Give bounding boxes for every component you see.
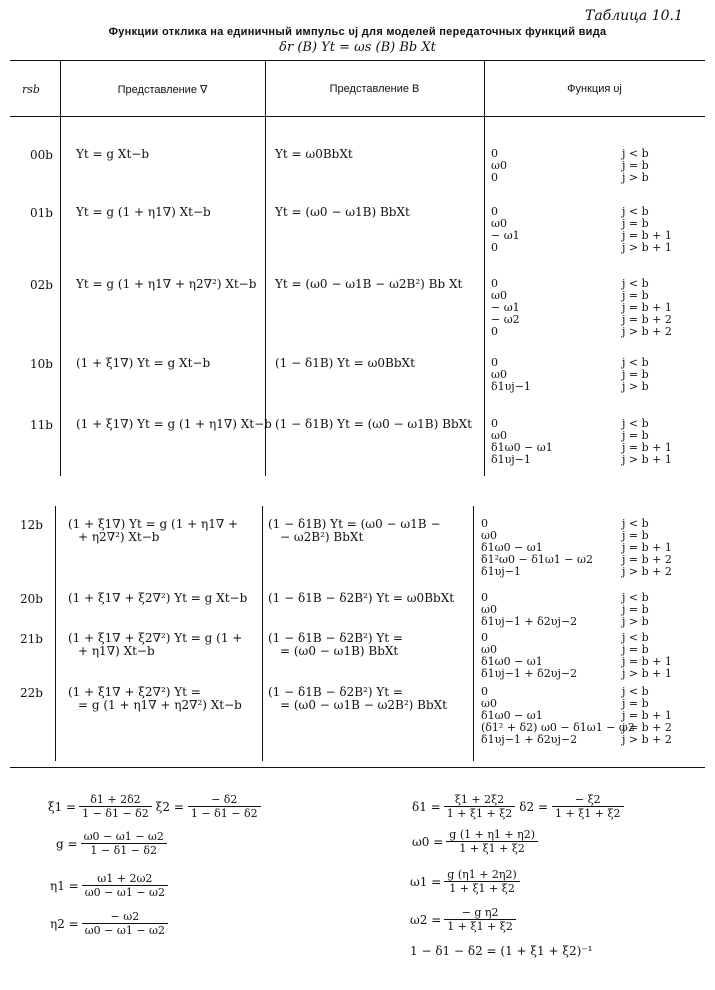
fraction <box>444 793 516 820</box>
b-representation: Yt = (ω0 − ω1B − ω2B²) Bb Xt <box>275 277 463 291</box>
response-condition: j > b + 2 <box>622 733 672 746</box>
fraction <box>552 793 624 820</box>
b-representation: (1 − δ1B) Yt = ω0BbXt <box>275 356 415 370</box>
row-code: 22b <box>20 686 43 700</box>
response-condition: j = b + 1 <box>622 655 672 668</box>
response-condition: j = b + 1 <box>622 229 672 242</box>
header-b-representation: Представление B <box>329 83 420 95</box>
response-value: δ1υj−1 <box>491 453 531 466</box>
response-value: − ω1 <box>491 229 520 242</box>
fraction-denominator: ω0 − ω1 − ω2 <box>84 886 166 899</box>
response-value: ω0 <box>491 217 507 230</box>
fraction <box>82 910 168 937</box>
final-formula: 1 − δ1 − δ2 = (1 + ξ1 + ξ2)⁻¹ <box>410 944 593 958</box>
response-value: δ1²ω0 − δ1ω1 − ω2 <box>481 553 593 566</box>
fraction-denominator: 1 − δ1 − δ2 <box>190 807 258 820</box>
response-condition: j = b <box>622 429 649 442</box>
fraction-denominator: ω0 − ω1 − ω2 <box>84 924 166 937</box>
formula-lhs: ω1 = <box>410 874 442 889</box>
fraction <box>81 830 167 857</box>
fraction-numerator: ξ1 + 2ξ2 <box>444 793 516 807</box>
fraction-denominator: 1 + ξ1 + ξ2 <box>555 807 621 820</box>
table-bottom-rule <box>10 767 705 768</box>
response-condition: j = b <box>622 697 649 710</box>
formula <box>50 910 168 937</box>
response-value: 0 <box>491 241 498 254</box>
nabla-representation: Yt = g (1 + η1∇) Xt−b <box>76 205 211 219</box>
table-number: Таблица 10.1 <box>585 8 683 24</box>
response-condition: j = b + 1 <box>622 301 672 314</box>
formula <box>50 872 168 899</box>
fraction-denominator: 1 + ξ1 + ξ2 <box>449 882 515 895</box>
formula <box>412 793 624 820</box>
row-code: 12b <box>20 518 43 532</box>
response-condition: j > b + 1 <box>622 241 672 254</box>
nabla-representation: + η2∇²) Xt−b <box>78 530 160 544</box>
response-value: − ω1 <box>491 301 520 314</box>
table-top-rule <box>10 60 705 61</box>
response-value: 0 <box>491 356 498 369</box>
response-value: ω0 <box>481 643 497 656</box>
b-representation: = (ω0 − ω1B − ω2B²) BbXt <box>280 698 447 712</box>
response-condition: j = b <box>622 643 649 656</box>
response-condition: j > b <box>622 615 649 628</box>
fraction-numerator: − g η2 <box>444 906 516 920</box>
response-condition: j < b <box>622 631 649 644</box>
b-representation: = (ω0 − ω1B) BbXt <box>280 644 399 658</box>
response-value: δ1υj−1 + δ2υj−2 <box>481 667 578 680</box>
nabla-representation: (1 + ξ1∇ + ξ2∇²) Yt = g (1 + <box>68 631 243 645</box>
formula-lhs: ξ2 = <box>155 799 184 814</box>
response-condition: j < b <box>622 356 649 369</box>
response-value: δ1ω0 − ω1 <box>491 441 553 454</box>
table-caption: Функции отклика на единичный импульс υj для моделей передаточных функций вида <box>108 26 607 38</box>
response-condition: j = b <box>622 603 649 616</box>
response-value: δ1ω0 − ω1 <box>481 541 543 554</box>
response-value: δ1υj−1 <box>481 565 521 578</box>
response-value: δ1ω0 − ω1 <box>481 655 543 668</box>
response-value: 0 <box>491 205 498 218</box>
response-condition: j = b + 2 <box>622 313 672 326</box>
formula <box>410 868 520 895</box>
formula-lhs: η1 = <box>50 878 79 893</box>
header-function: Функция υj <box>567 83 622 95</box>
response-condition: j = b + 1 <box>622 709 672 722</box>
response-condition: j > b + 2 <box>622 565 672 578</box>
formula <box>56 830 167 857</box>
row-code: 00b <box>30 148 53 162</box>
fraction-denominator: 1 − δ1 − δ2 <box>90 844 158 857</box>
response-condition: j > b <box>622 380 649 393</box>
fraction-numerator: − ξ2 <box>552 793 624 807</box>
response-value: (δ1² + δ2) ω0 − δ1ω1 − ω2 <box>481 721 635 734</box>
fraction <box>82 872 168 899</box>
fraction <box>444 906 516 933</box>
response-condition: j = b + 2 <box>622 721 672 734</box>
fraction-denominator: 1 − δ1 − δ2 <box>82 807 149 820</box>
response-value: ω0 <box>491 368 507 381</box>
fraction <box>79 793 152 820</box>
b-representation: − ω2B²) BbXt <box>280 530 364 544</box>
fraction-denominator: 1 + ξ1 + ξ2 <box>459 842 525 855</box>
fraction-numerator: g (η1 + 2η2) <box>444 868 520 882</box>
column-divider <box>60 60 61 476</box>
b-representation: Yt = ω0BbXt <box>275 147 353 161</box>
response-condition: j > b + 1 <box>622 453 672 466</box>
response-value: δ1υj−1 + δ2υj−2 <box>481 733 578 746</box>
nabla-representation: (1 + ξ1∇) Yt = g Xt−b <box>76 356 211 370</box>
nabla-representation: (1 + ξ1∇) Yt = g (1 + η1∇) Xt−b <box>76 417 272 431</box>
response-condition: j < b <box>622 147 649 160</box>
response-condition: j < b <box>622 591 649 604</box>
response-value: 0 <box>491 417 498 430</box>
row-code: 20b <box>20 592 43 606</box>
response-value: δ1υj−1 + δ2υj−2 <box>481 615 578 628</box>
nabla-representation: (1 + ξ1∇) Yt = g (1 + η1∇ + <box>68 517 239 531</box>
b-representation: (1 − δ1B − δ2B²) Yt = <box>268 631 403 645</box>
response-condition: j < b <box>622 277 649 290</box>
formula <box>410 906 516 933</box>
row-code: 01b <box>30 206 53 220</box>
column-divider <box>55 506 56 761</box>
column-divider <box>484 60 485 476</box>
nabla-representation: = g (1 + η1∇ + η2∇²) Xt−b <box>78 698 242 712</box>
fraction-numerator: − δ2 <box>188 793 261 807</box>
b-representation: (1 − δ1B − δ2B²) Yt = ω0BbXt <box>268 591 455 605</box>
response-condition: j = b + 1 <box>622 441 672 454</box>
fraction-numerator: − ω2 <box>82 910 168 924</box>
header-nabla-representation: Представление ∇ <box>117 84 208 96</box>
formula <box>48 793 261 820</box>
response-value: 0 <box>481 517 488 530</box>
b-representation: (1 − δ1B − δ2B²) Yt = <box>268 685 403 699</box>
response-condition: j < b <box>622 685 649 698</box>
row-code: 02b <box>30 278 53 292</box>
formula-lhs: ω0 = <box>412 834 444 849</box>
response-value: ω0 <box>491 289 507 302</box>
header-rsb: rsb <box>22 83 40 96</box>
b-representation: Yt = (ω0 − ω1B) BbXt <box>275 205 410 219</box>
nabla-representation: + η1∇) Xt−b <box>78 644 155 658</box>
row-code: 10b <box>30 357 53 371</box>
b-representation: (1 − δ1B) Yt = (ω0 − ω1B) BbXt <box>275 417 472 431</box>
response-condition: j = b <box>622 529 649 542</box>
fraction-numerator: ω1 + 2ω2 <box>82 872 168 886</box>
response-value: ω0 <box>491 159 507 172</box>
response-value: 0 <box>491 171 498 184</box>
response-condition: j > b + 2 <box>622 325 672 338</box>
response-value: 0 <box>491 325 498 338</box>
b-representation: (1 − δ1B) Yt = (ω0 − ω1B − <box>268 517 441 531</box>
fraction-numerator: ω0 − ω1 − ω2 <box>81 830 167 844</box>
nabla-representation: (1 + ξ1∇ + ξ2∇²) Yt = <box>68 685 201 699</box>
response-value: δ1υj−1 <box>491 380 531 393</box>
formula-lhs: η2 = <box>50 916 79 931</box>
response-condition: j < b <box>622 517 649 530</box>
response-condition: j > b + 1 <box>622 667 672 680</box>
response-condition: j = b <box>622 368 649 381</box>
formula-lhs: ω2 = <box>410 912 442 927</box>
formula-lhs: g = <box>56 836 78 851</box>
fraction-numerator: g (1 + η1 + η2) <box>446 828 538 842</box>
response-value: ω0 <box>481 697 497 710</box>
response-condition: j = b + 1 <box>622 541 672 554</box>
response-condition: j = b <box>622 159 649 172</box>
header-rule <box>10 116 705 117</box>
fraction <box>446 828 538 855</box>
response-value: δ1ω0 − ω1 <box>481 709 543 722</box>
formula-lhs: δ1 = <box>412 799 441 814</box>
table-caption-formula: δr (B) Yt = ωs (B) Bb Xt <box>279 40 436 55</box>
formula-lhs: ξ1 = <box>48 799 77 814</box>
response-condition: j = b <box>622 217 649 230</box>
row-code: 21b <box>20 632 43 646</box>
response-value: 0 <box>491 277 498 290</box>
column-divider <box>265 60 266 476</box>
response-condition: j = b + 2 <box>622 553 672 566</box>
column-divider <box>473 506 474 761</box>
response-condition: j > b <box>622 171 649 184</box>
fraction <box>444 868 520 895</box>
response-value: ω0 <box>491 429 507 442</box>
response-value: ω0 <box>481 529 497 542</box>
response-condition: j = b <box>622 289 649 302</box>
fraction <box>188 793 261 820</box>
nabla-representation: Yt = g Xt−b <box>76 147 150 161</box>
response-condition: j < b <box>622 417 649 430</box>
fraction-denominator: 1 + ξ1 + ξ2 <box>447 920 513 933</box>
response-value: ω0 <box>481 603 497 616</box>
fraction-numerator: δ1 + 2δ2 <box>79 793 152 807</box>
response-value: 0 <box>481 685 488 698</box>
nabla-representation: Yt = g (1 + η1∇ + η2∇²) Xt−b <box>76 277 257 291</box>
nabla-representation: (1 + ξ1∇ + ξ2∇²) Yt = g Xt−b <box>68 591 248 605</box>
response-condition: j < b <box>622 205 649 218</box>
formula <box>412 828 538 855</box>
formula-lhs: δ2 = <box>519 799 549 814</box>
response-value: − ω2 <box>491 313 520 326</box>
response-value: 0 <box>481 591 488 604</box>
response-value: 0 <box>491 147 498 160</box>
column-divider <box>262 506 263 761</box>
response-value: 0 <box>481 631 488 644</box>
fraction-denominator: 1 + ξ1 + ξ2 <box>446 807 513 820</box>
row-code: 11b <box>30 418 53 432</box>
